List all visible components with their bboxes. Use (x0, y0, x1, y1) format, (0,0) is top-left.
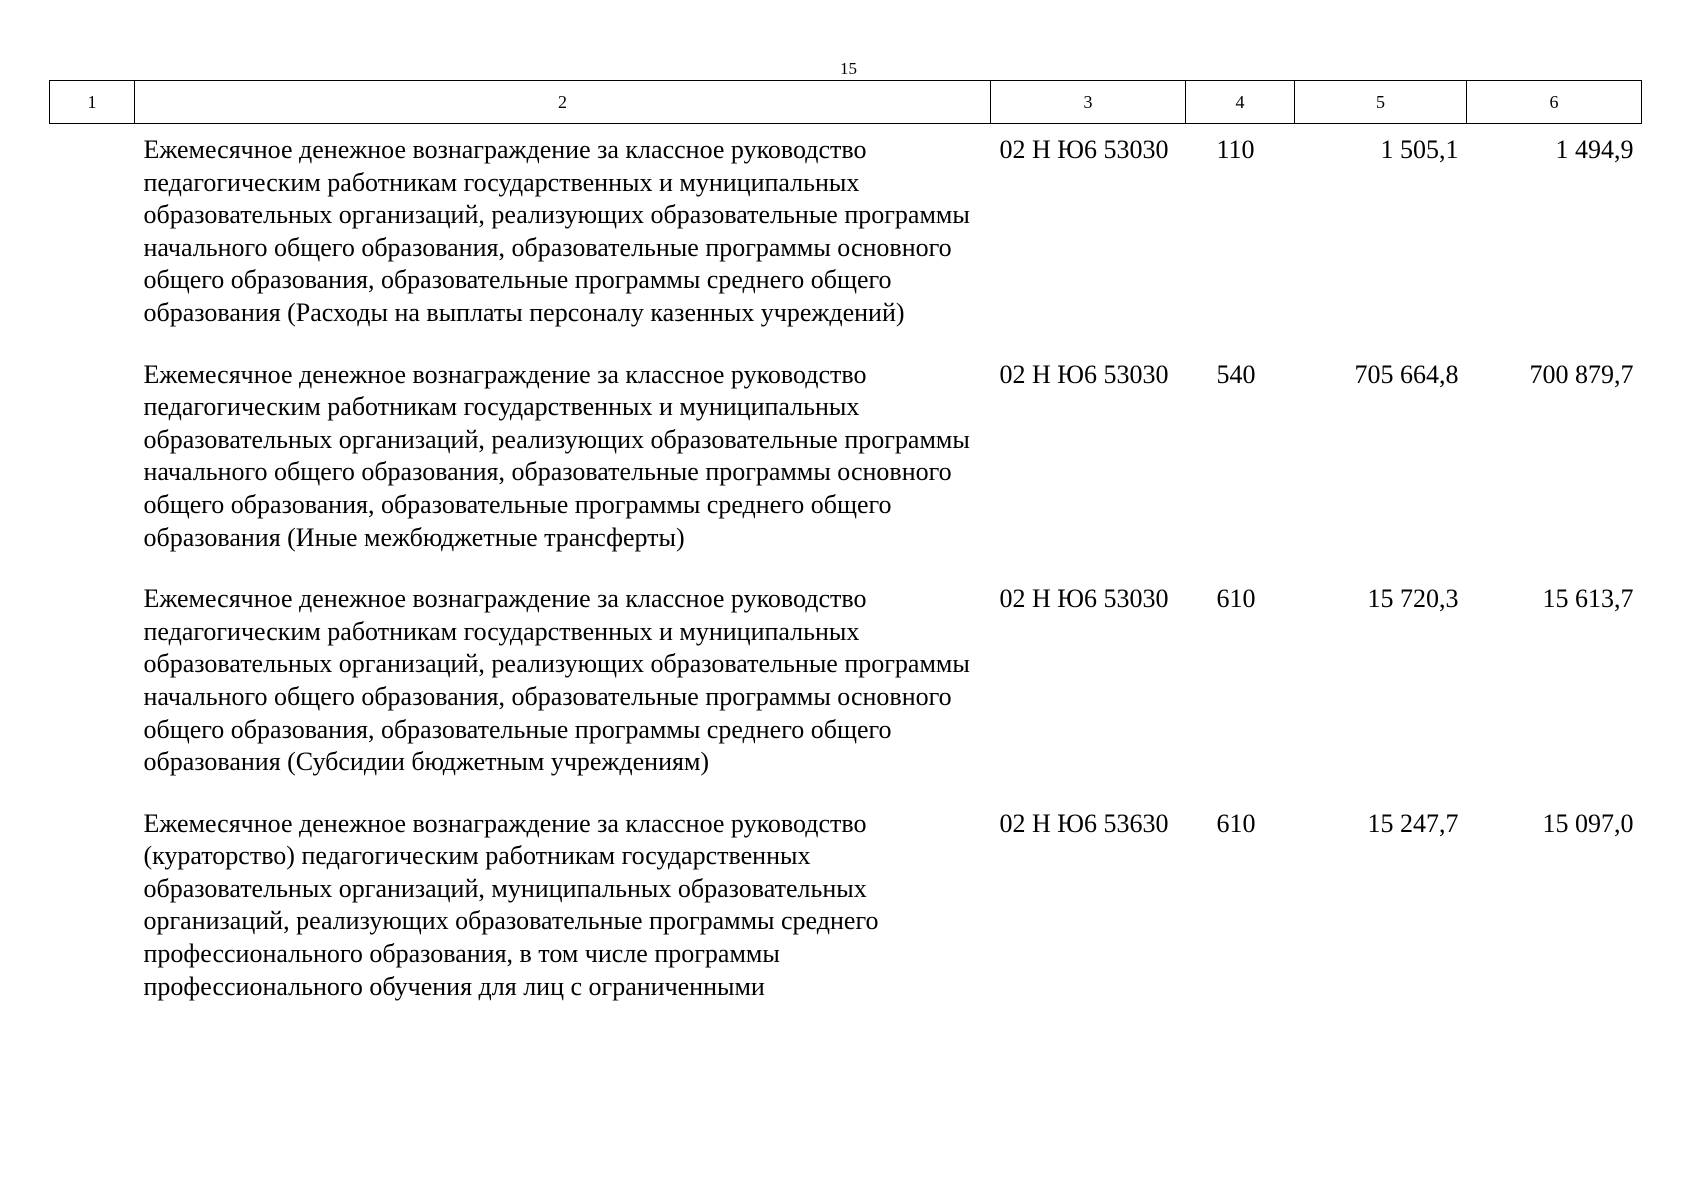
column-header-4: 4 (1186, 81, 1295, 124)
row-number-cell (50, 349, 135, 574)
table-row (50, 798, 1642, 1023)
row-description: Ежемесячное денежное вознаграждение за классное руководство педагогическим работникам государственных и муниципальных образовательных организаций, реализующих образовательные программы начального общего образования, образовательные программы основного общего образования, образовательные программы среднего общего образования (Расходы на выплаты персоналу казенных учреждений) (143, 135, 970, 327)
row-description: Ежемесячное денежное вознаграждение за классное руководство педагогическим работникам государственных и муниципальных образовательных организаций, реализующих образовательные программы начального общего образования, образовательные программы основного общего образования, образовательные программы среднего общего образования (Субсидии бюджетным учреждениям) (143, 584, 970, 777)
row-expense-type: 110 (1216, 135, 1255, 164)
row-amount-col5: 15 247,7 (1367, 808, 1459, 838)
row-number-cell (50, 573, 135, 798)
table-row (50, 124, 1642, 349)
budget-table (49, 80, 1642, 1022)
row-amount-col6: 1 494,9 (1555, 135, 1634, 164)
table-row (50, 349, 1642, 574)
row-expense-type: 540 (1216, 359, 1256, 389)
row-amount-col6: 15 613,7 (1542, 584, 1634, 614)
row-number-cell (50, 798, 135, 1023)
table-body (50, 124, 1642, 1023)
row-target-code: 02 Н Ю6 53030 (999, 359, 1169, 389)
table-row (50, 573, 1642, 798)
row-expense-type: 610 (1216, 808, 1256, 838)
column-header-2: 2 (135, 81, 991, 124)
row-description: Ежемесячное денежное вознаграждение за классное руководство педагогическим работникам государственных и муниципальных образовательных организаций, реализующих образовательные программы начального общего образования, образовательные программы основного общего образования, образовательные программы среднего общего образования (Иные межбюджетные трансферты) (143, 359, 970, 552)
column-header-5: 5 (1295, 81, 1467, 124)
row-amount-col6: 700 879,7 (1529, 359, 1634, 389)
row-description: Ежемесячное денежное вознаграждение за классное руководство (кураторство) педагогическим работникам государственных образовательных организаций, муниципальных образовательных организаций, реализующих образовательные программы среднего профессионального образования, в том числе программы профессионального обучения для лиц с ограниченными (143, 808, 879, 1001)
page-number: 15 (840, 59, 857, 78)
header-row (50, 81, 1642, 124)
column-header-1: 1 (50, 81, 135, 124)
row-target-code: 02 Н Ю6 53030 (999, 135, 1169, 164)
row-expense-type: 610 (1216, 584, 1256, 614)
row-amount-col5: 705 664,8 (1354, 359, 1459, 389)
column-header-3: 3 (991, 81, 1186, 124)
row-amount-col5: 1 505,1 (1380, 135, 1459, 164)
row-target-code: 02 Н Ю6 53030 (999, 584, 1169, 614)
column-header-6: 6 (1467, 81, 1642, 124)
row-amount-col6: 15 097,0 (1542, 808, 1634, 838)
row-number-cell (50, 124, 135, 349)
row-target-code: 02 Н Ю6 53630 (999, 808, 1169, 838)
row-amount-col5: 15 720,3 (1367, 584, 1459, 614)
table-header (50, 81, 1642, 124)
